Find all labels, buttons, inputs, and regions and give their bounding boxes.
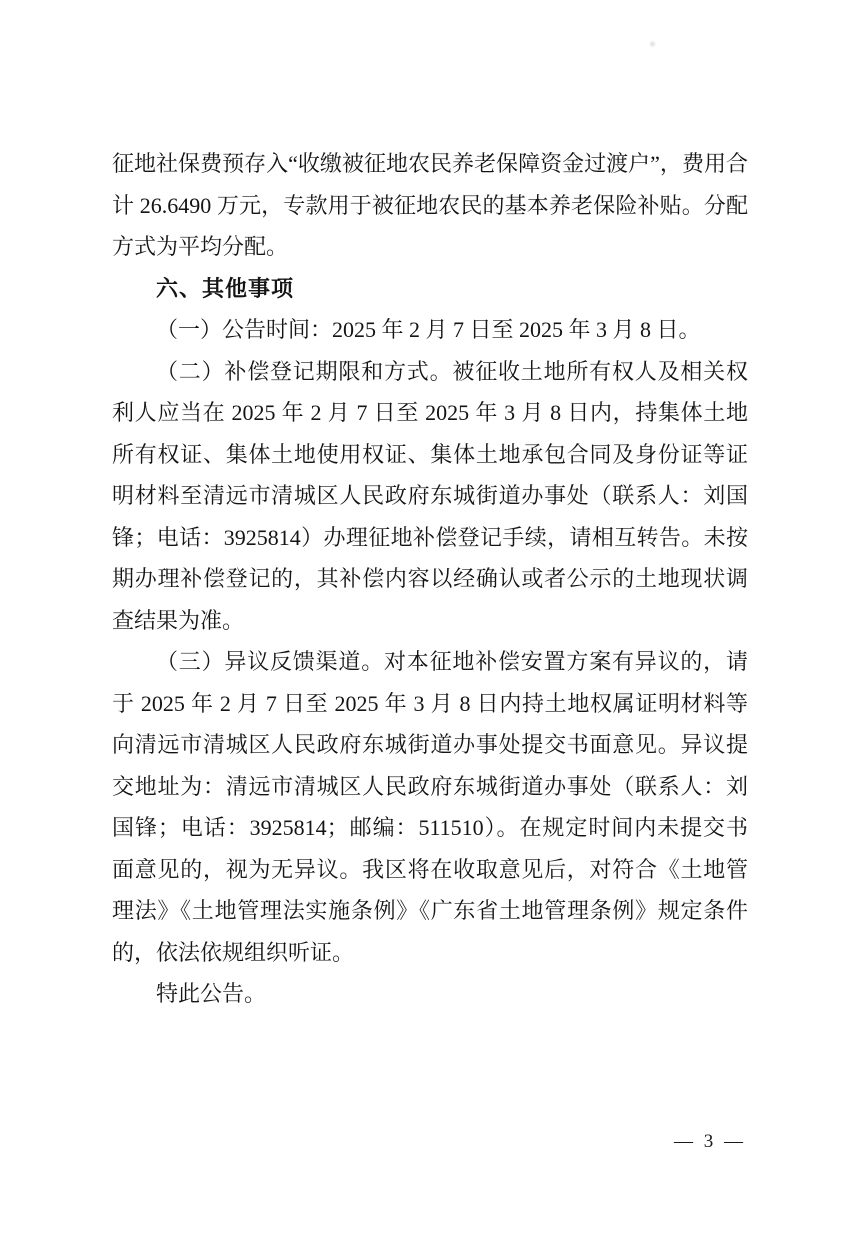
scan-artifact: [649, 40, 656, 48]
paragraph-compensation-registration: （二）补偿登记期限和方式。被征收土地所有权人及相关权利人应当在 2025 年 2 月 7 日至 2025 年 3 月 8 日内，持集体土地所有权证、集体土地使用权证、集体土地承包合同及身份证等证明材料至清远市清城区人民政府东城街道办事处（联系人：刘国锋；电话：3925814）办理征地补偿登记手续，请相互转告。未按期办理补偿登记的，其补偿内容以经确认或者公示的土地现状调查结果为准。: [112, 358, 748, 633]
document-body: [112, 143, 748, 1015]
paragraph-continuation-social-security-fee: 征地社保费预存入“收缴被征地农民养老保障资金过渡户”，费用合计 26.6490 万元，专款用于被征地农民的基本养老保险补贴。分配方式为平均分配。: [112, 151, 748, 259]
section-heading-other-matters: 六、其他事项: [156, 275, 295, 301]
page-number: — 3 —: [674, 1131, 746, 1152]
paragraph-hereby-announced: 特此公告。: [156, 981, 267, 1006]
paragraph-announcement-period: （一）公告时间：2025 年 2 月 7 日至 2025 年 3 月 8 日。: [156, 317, 701, 342]
paragraph-objection-feedback-channel: （三）异议反馈渠道。对本征地补偿安置方案有异议的，请于 2025 年 2 月 7 日至 2025 年 3 月 8 日内持土地权属证明材料等向清远市清城区人民政府东城街道办事处提交书面意见。异议提交地址为：清远市清城区人民政府东城街道办事处（联系人：刘国锋；电话：3925814；邮编：511510）。在规定时间内未提交书面意见的，视为无异议。我区将在收取意见后，对符合《土地管理法》《土地管理法实施条例》《广东省土地管理条例》规定条件的，依法依规组织听证。: [112, 649, 748, 965]
